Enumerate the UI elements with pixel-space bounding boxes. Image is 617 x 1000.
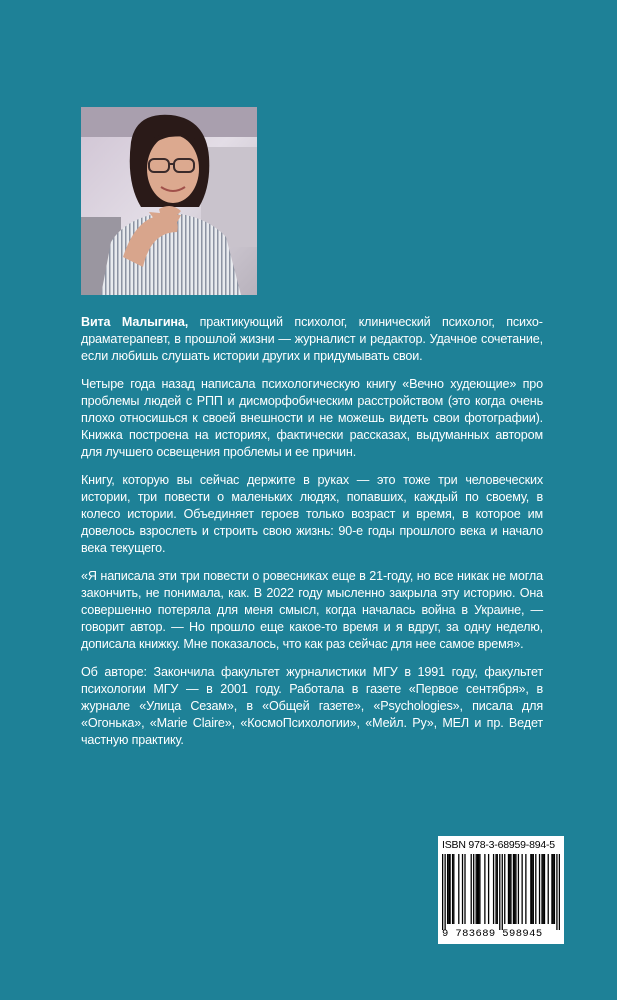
barcode-bar (493, 854, 494, 924)
barcode-bar (544, 854, 545, 924)
barcode-bars (442, 854, 560, 930)
barcode-bar (502, 854, 503, 930)
barcode-bar (478, 854, 479, 924)
barcode-bar (509, 854, 510, 924)
barcode-bar (554, 854, 555, 924)
barcode-bar (539, 854, 540, 924)
isbn-barcode (438, 836, 564, 944)
author-photo (81, 107, 257, 295)
bio-paragraph-3: Книгу, которую вы сейчас держите в руках — это тоже три человеческих истории, три повести о маленьких людях, попавших, каждый по своему, в колесо истории. Объединяет героев только возраст и время, в которое им довелось взрослеть и строить свою жизнь: 90-е годы прошлого века и начало века текущего. (81, 472, 543, 556)
barcode-bar (513, 854, 514, 924)
barcode-bar (518, 854, 519, 924)
author-portrait-image (81, 107, 257, 295)
barcode-bar (531, 854, 532, 924)
barcode-bar (449, 854, 450, 924)
barcode-bar (551, 854, 552, 924)
barcode-bar (514, 854, 515, 924)
bio-paragraph-4: «Я написала эти три повести о ровесниках еще в 21-году, но все никак не могла закончить, не понимала, как. В 2022 году мысленно закрыла эту историю. Она совершенно потеряла для меня смысл, когда началась война в Украине, — говорит автор. — Но прошло еще какое-то время и я вдруг, за одну неделю, дописала книжку. Мне показалось, что как раз сейчас для нее самое время». (81, 568, 543, 652)
barcode-bar (535, 854, 536, 924)
barcode-bar (504, 854, 505, 924)
barcode-bar (508, 854, 509, 924)
barcode-bar (442, 854, 443, 930)
barcode-digits: 9 783689 598945 (442, 928, 543, 940)
author-intro: практикующий психолог, клинический психолог, психодраматерапевт, в прошлой жизни — журналист и редактор. Удачное сочетание, если любишь слушать истории других и придумывать свои. (81, 315, 543, 364)
barcode-bar (497, 854, 498, 924)
barcode-bar (559, 854, 560, 930)
barcode-bar (553, 854, 554, 924)
author-bio (81, 314, 543, 760)
barcode-bar (476, 854, 477, 924)
barcode-bar (458, 854, 459, 924)
barcode-bar (462, 854, 463, 924)
barcode-bar (499, 854, 500, 930)
barcode-bar (444, 854, 445, 930)
barcode-bar (541, 854, 542, 924)
barcode-bar (495, 854, 496, 924)
barcode-bar (484, 854, 485, 924)
barcode-bar (464, 854, 465, 924)
isbn-label: ISBN 978-3-68959-894-5 (442, 839, 555, 851)
bio-paragraph-5: Об авторе: Закончила факультет журналистики МГУ в 1991 году, факультет психологии МГУ — в 2001 году. Работала в газете «Первое сентября», в журнале «Улица Сезам», в «Общей газете», «Psychologies», писала для «Огонька», «Marie Claire», «КосмоПсихологии», «Мейл. Ру», МЕЛ и пр. Ведет частную практику. (81, 664, 543, 748)
barcode-bar (471, 854, 472, 924)
barcode-bar (448, 854, 449, 924)
barcode-bar (473, 854, 474, 924)
barcode-bar (510, 854, 511, 924)
barcode-bar (543, 854, 544, 924)
barcode-bar (452, 854, 453, 924)
barcode-bar (453, 854, 454, 924)
bio-paragraph-2: Четыре года назад написала психологическую книгу «Вечно худеющие» про проблемы людей с РПП и дисморфобическим расстройством (это когда очень плохо относишься к своей внешности и не можешь видеть свои фотографии). Книжка построена на историях, фактически рассказах, выдуманных автором для лучшего освещения проблемы и ее причин. (81, 376, 543, 460)
barcode-bar (521, 854, 522, 924)
author-name: Вита Малыгина, (81, 315, 189, 329)
barcode-bar (533, 854, 534, 924)
barcode-bar (556, 854, 557, 930)
bio-paragraph-1 (81, 314, 543, 366)
barcode-bar (515, 854, 516, 924)
barcode-bar (525, 854, 526, 924)
barcode-bar (530, 854, 531, 924)
barcode-bar (548, 854, 549, 924)
barcode-bar (479, 854, 480, 924)
barcode-bar (447, 854, 448, 924)
barcode-bar (477, 854, 478, 924)
barcode-bar (488, 854, 489, 924)
